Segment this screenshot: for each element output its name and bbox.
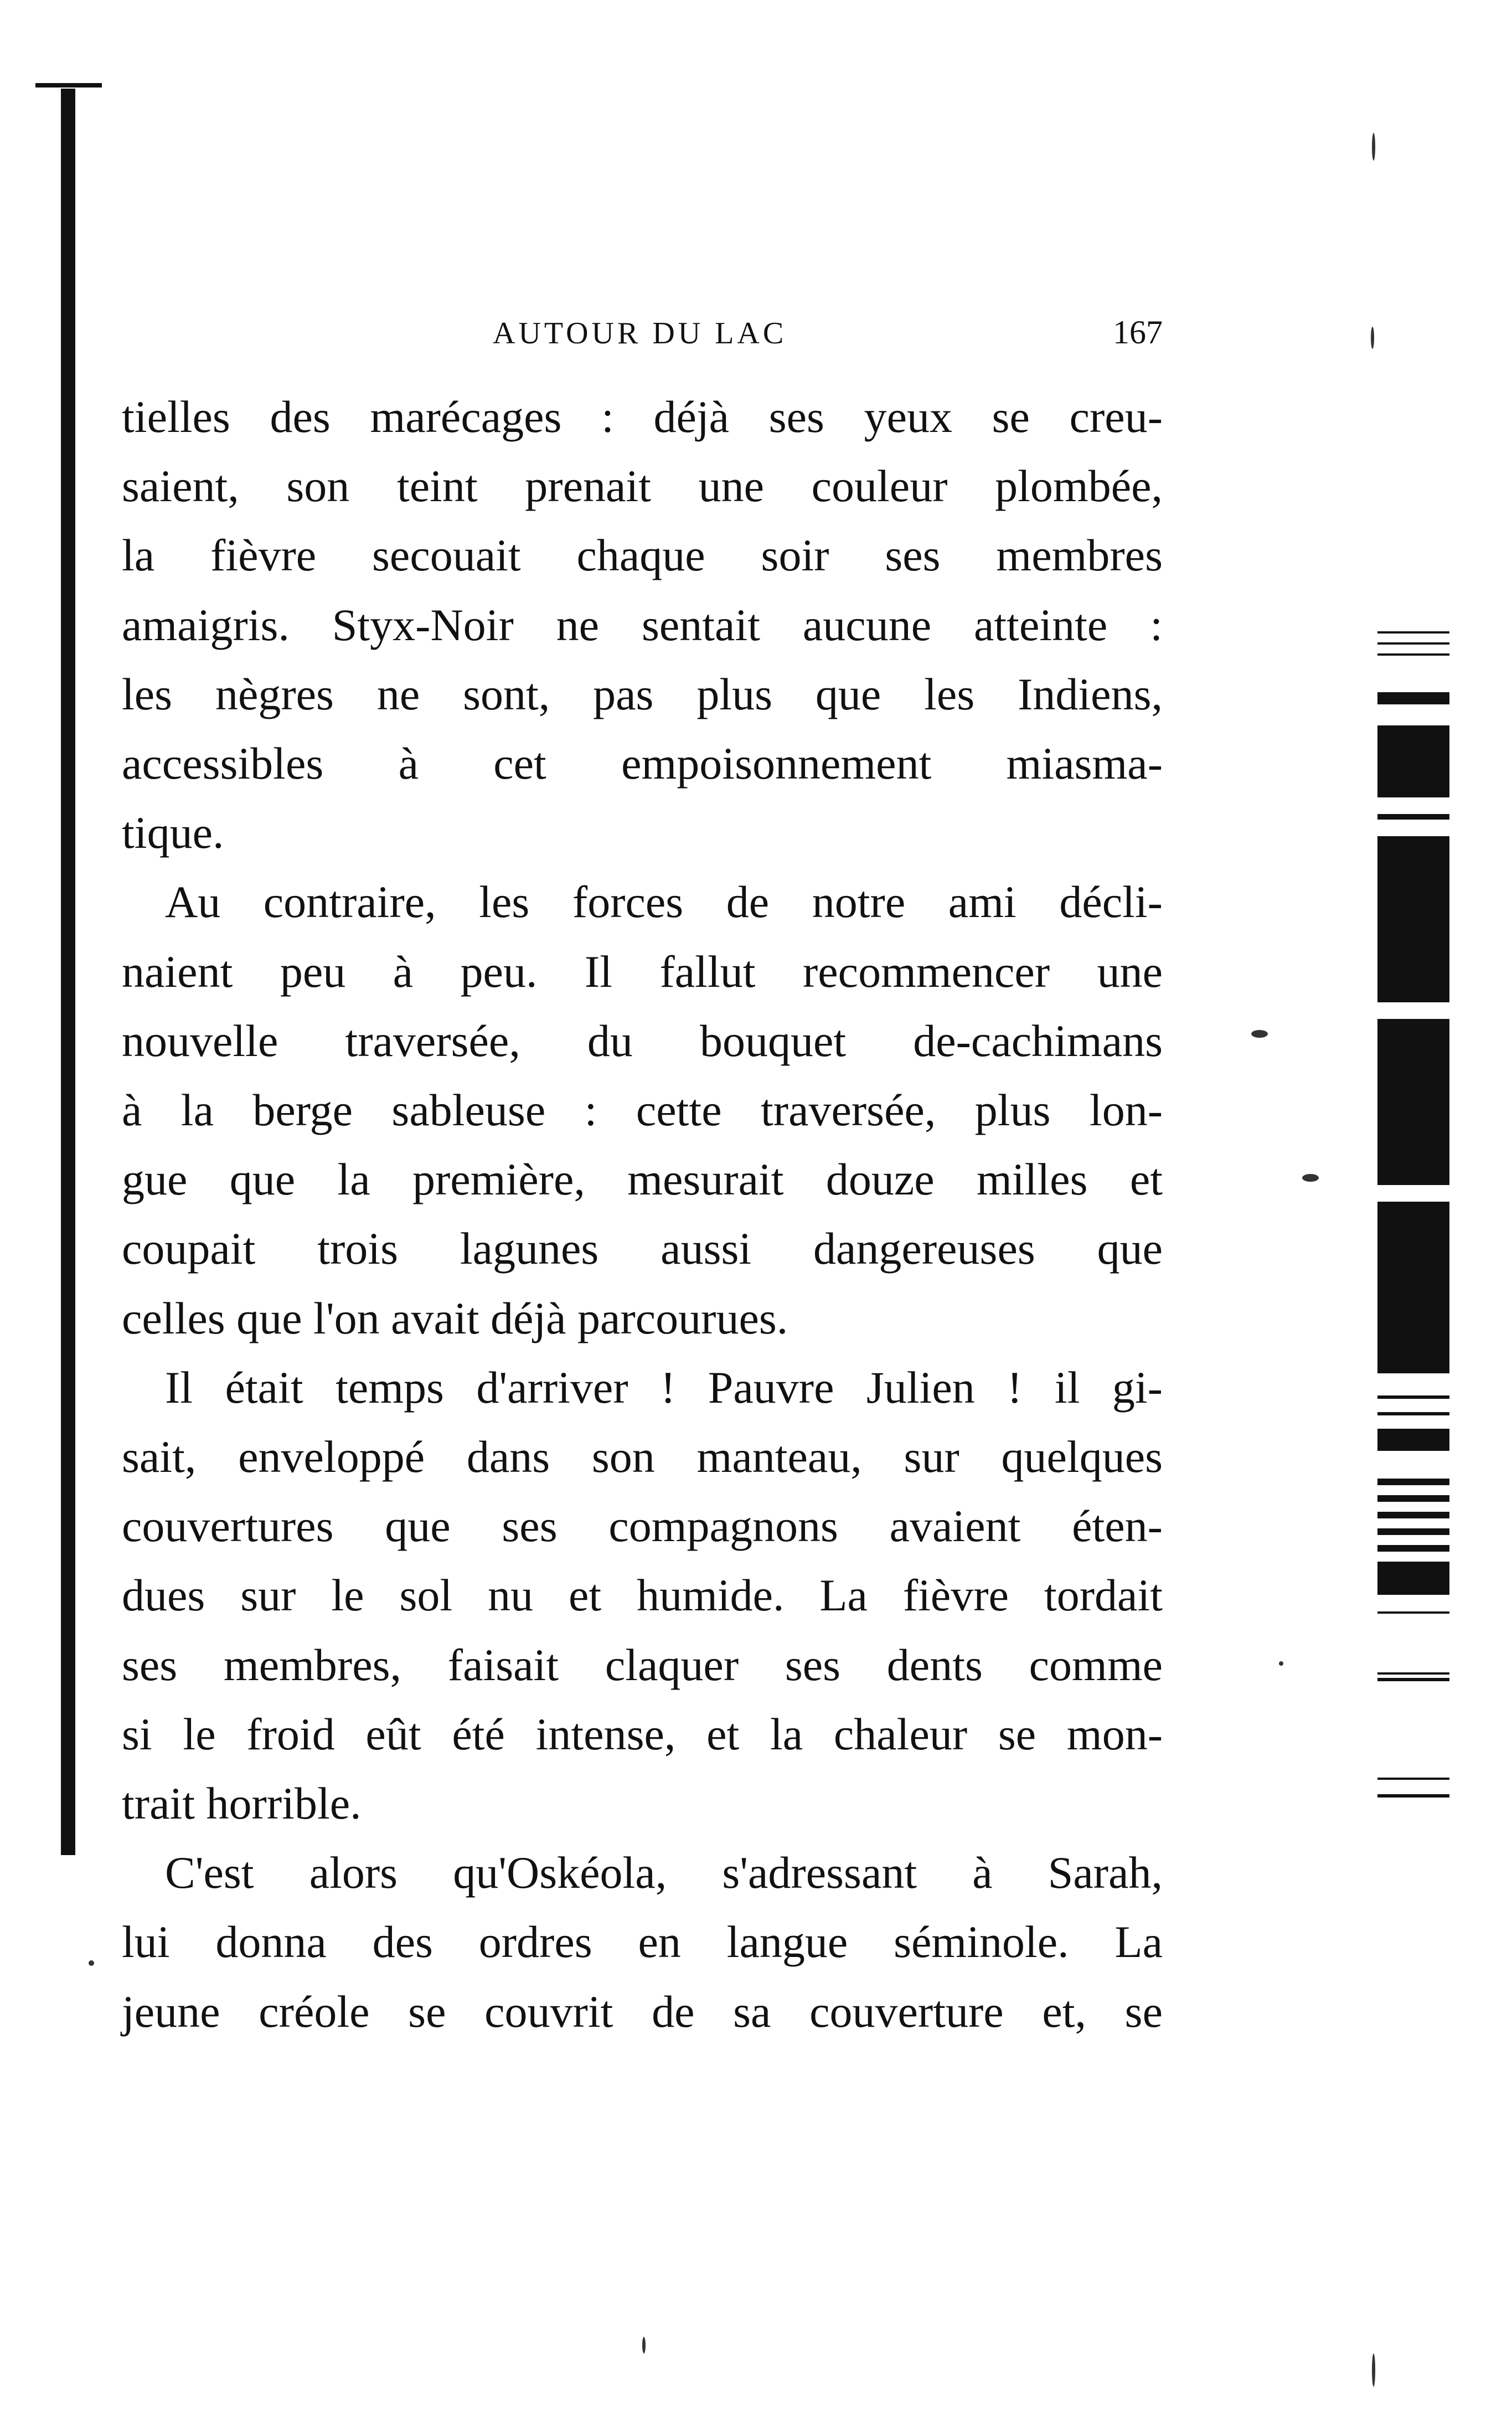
page-header	[122, 310, 1163, 360]
scan-speck	[1372, 2353, 1375, 2387]
text-line: saient, son teint prenait une couleur plombée,	[122, 461, 1163, 512]
scan-bar	[1377, 1019, 1449, 1185]
text-line: accessibles à cet empoisonnement miasma-	[122, 738, 1163, 789]
scan-bar	[1377, 1678, 1449, 1681]
scan-bar	[1377, 692, 1449, 704]
scan-speck	[1279, 1661, 1283, 1666]
text-line: celles que l'on avait déjà parcourues.	[122, 1292, 788, 1343]
scan-edge-barcode	[1377, 631, 1449, 1811]
scan-speck	[642, 2337, 646, 2353]
running-title: AUTOUR DU LAC	[493, 316, 787, 351]
text-line: tique.	[122, 807, 224, 858]
scan-speck	[1251, 1030, 1268, 1038]
scan-bar	[1377, 836, 1449, 1002]
scan-bar	[1377, 1202, 1449, 1373]
scan-bar	[1377, 631, 1449, 634]
scan-bar	[1377, 725, 1449, 797]
text-line: tielles des marécages : déjà ses yeux se creu-	[122, 392, 1163, 442]
scan-bar	[1377, 642, 1449, 645]
scan-speck	[89, 1960, 94, 1966]
text-line: la fièvre secouait chaque soir ses membres	[122, 530, 1163, 581]
scan-bar	[1377, 1512, 1449, 1518]
scan-speck	[1371, 327, 1374, 349]
scan-bar	[1377, 1395, 1449, 1399]
text-line: ses membres, faisait claquer ses dents comme	[122, 1639, 1163, 1690]
scan-bar	[1377, 1794, 1449, 1798]
scan-bar	[1377, 1672, 1449, 1675]
body-text	[122, 382, 1163, 2046]
text-line: dues sur le sol nu et humide. La fièvre tordait	[122, 1570, 1163, 1621]
text-line: amaigris. Styx-Noir ne sentait aucune atteinte :	[122, 599, 1163, 650]
scan-bar	[1377, 1778, 1449, 1780]
scan-bar	[1377, 653, 1449, 656]
scan-bar	[1377, 814, 1449, 820]
page-number: 167	[1113, 314, 1163, 351]
margin-rule-cap	[35, 83, 102, 87]
text-line: trait horrible.	[122, 1778, 362, 1829]
scan-bar	[1377, 1611, 1449, 1614]
scan-bar	[1377, 1562, 1449, 1595]
text-line: couvertures que ses compagnons avaient éten-	[122, 1501, 1163, 1552]
scan-speck	[1302, 1174, 1319, 1182]
scan-bar	[1377, 1495, 1449, 1502]
text-line: sait, enveloppé dans son manteau, sur quelques	[122, 1431, 1163, 1482]
scan-bar	[1377, 1545, 1449, 1552]
scan-bar	[1377, 1429, 1449, 1451]
scan-bar	[1377, 1412, 1449, 1415]
text-line: lui donna des ordres en langue séminole. La	[122, 1917, 1163, 1968]
text-line: naient peu à peu. Il fallut recommencer une	[122, 946, 1163, 997]
text-line: jeune créole se couvrit de sa couverture et, se	[122, 1986, 1163, 2037]
text-line: gue que la première, mesurait douze milles et	[122, 1154, 1163, 1205]
text-line: Au contraire, les forces de notre ami décli-	[165, 877, 1163, 928]
text-line: les nègres ne sont, pas plus que les Indiens,	[122, 668, 1163, 719]
text-line: nouvelle traversée, du bouquet de-cachimans	[122, 1015, 1163, 1066]
text-line: coupait trois lagunes aussi dangereuses que	[122, 1223, 1163, 1274]
text-line: si le froid eût été intense, et la chaleur se mon-	[122, 1708, 1163, 1759]
margin-rule	[61, 89, 75, 1855]
text-line: à la berge sableuse : cette traversée, plus lon-	[122, 1085, 1163, 1136]
scan-bar	[1377, 1528, 1449, 1535]
text-line: C'est alors qu'Oskéola, s'adressant à Sarah,	[165, 1847, 1163, 1898]
scan-speck	[1372, 133, 1375, 161]
text-line: Il était temps d'arriver ! Pauvre Julien ! il gi-	[165, 1362, 1163, 1413]
scan-bar	[1377, 1479, 1449, 1485]
